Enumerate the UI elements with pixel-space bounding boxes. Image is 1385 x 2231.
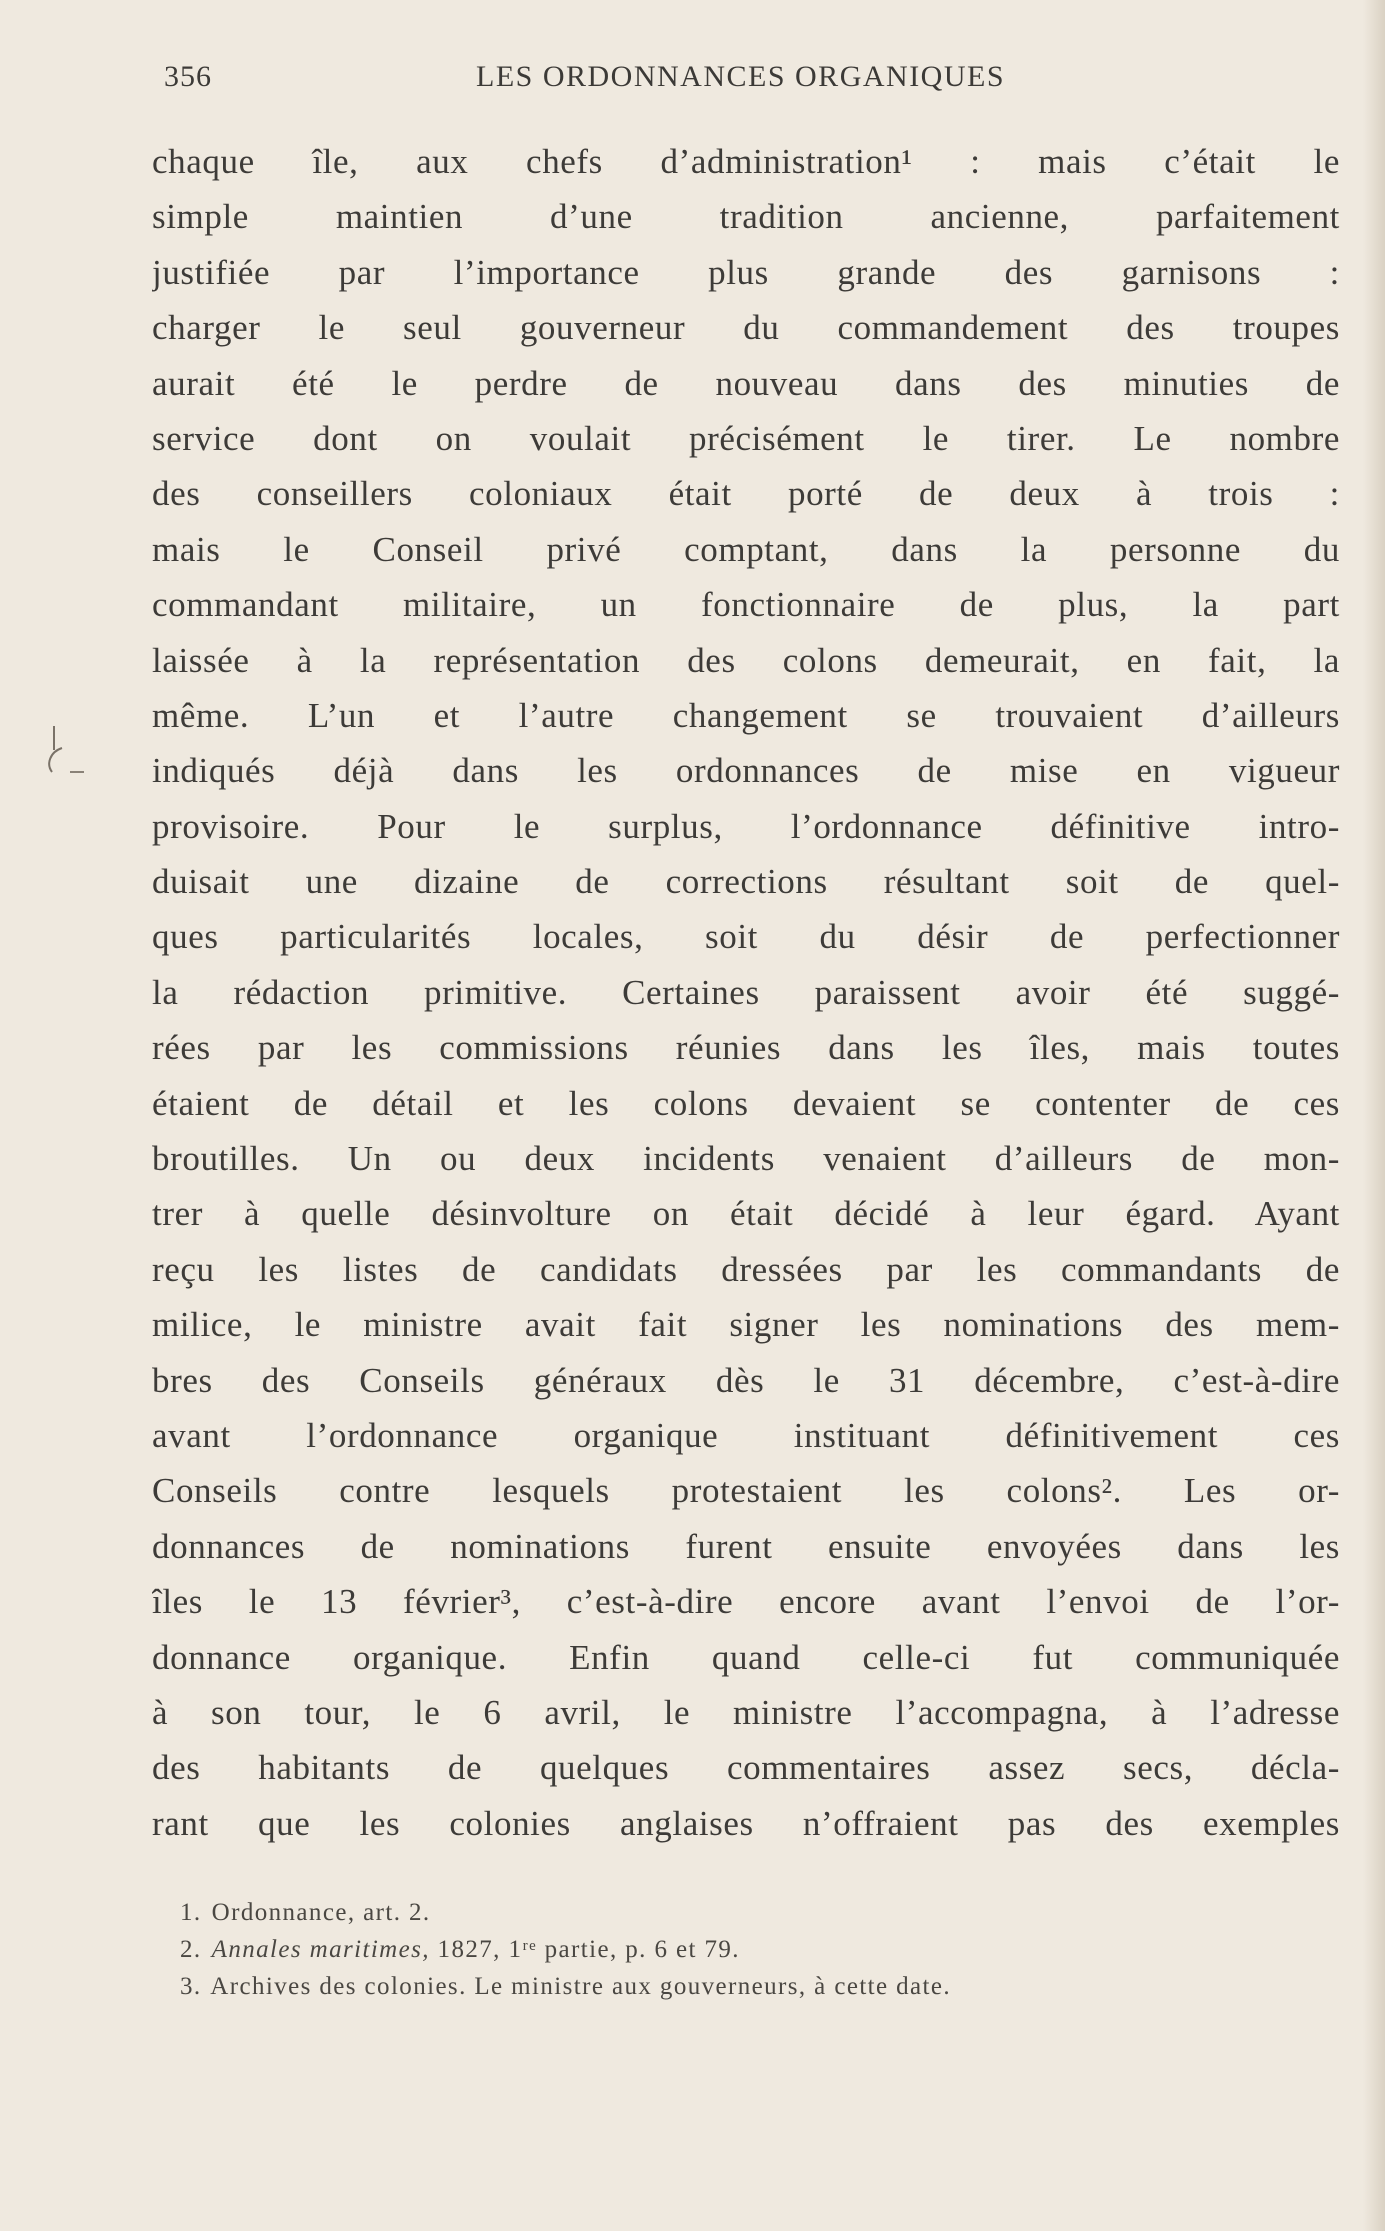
running-head: LES ORDONNANCES ORGANIQUES xyxy=(476,60,1006,93)
text-line: service dont on voulait précisément le tirer. Le nombre xyxy=(152,418,1340,458)
text-line: avant l’ordonnance organique instituant définitivement ces xyxy=(152,1415,1340,1455)
footnote-text: Ordonnance, art. 2. xyxy=(211,1899,431,1926)
page-edge-shadow xyxy=(1363,0,1385,2231)
footnotes xyxy=(180,1894,1300,2005)
text-line: duisait une dizaine de corrections résultant soit de quel- xyxy=(152,862,1340,902)
text-line: laissée à la représentation des colons demeurait, en fait, la xyxy=(152,640,1340,680)
page-header xyxy=(164,60,1340,104)
footnote-source-title: Annales maritimes, xyxy=(211,1936,430,1963)
handwritten-margin-mark xyxy=(40,720,140,790)
text-line: des habitants de quelques commentaires assez secs, décla- xyxy=(152,1748,1340,1788)
text-line: provisoire. Pour le surplus, l’ordonnance définitive intro- xyxy=(152,806,1340,846)
text-line: donnances de nominations furent ensuite envoyées dans les xyxy=(152,1526,1340,1566)
text-line: ques particularités locales, soit du désir de perfectionner xyxy=(152,917,1340,957)
text-line: étaient de détail et les colons devaient se contenter de ces xyxy=(152,1083,1340,1123)
text-line: simple maintien d’une tradition ancienne, parfaitement xyxy=(152,197,1340,237)
footnote xyxy=(180,1931,1300,1968)
text-line: îles le 13 février³, c’est-à-dire encore avant l’envoi de l’or- xyxy=(152,1582,1340,1622)
footnote-number: 1. xyxy=(180,1899,202,1926)
text-line: Conseils contre lesquels protestaient les colons². Les or- xyxy=(152,1471,1340,1511)
text-line: à son tour, le 6 avril, le ministre l’accompagna, à l’adresse xyxy=(152,1692,1340,1732)
text-line: donnance organique. Enfin quand celle-ci fut communiquée xyxy=(152,1637,1340,1677)
text-line: mais le Conseil privé comptant, dans la personne du xyxy=(152,529,1340,569)
text-line: rées par les commissions réunies dans les îles, mais toutes xyxy=(152,1028,1340,1068)
text-line: indiqués déjà dans les ordonnances de mise en vigueur xyxy=(152,751,1340,791)
text-line: la rédaction primitive. Certaines paraissent avoir été suggé- xyxy=(152,972,1340,1012)
text-line: justifiée par l’importance plus grande des garnisons : xyxy=(152,252,1340,292)
text-line: milice, le ministre avait fait signer les nominations des mem- xyxy=(152,1305,1340,1345)
footnote-number: 2. xyxy=(180,1936,202,1963)
text-line: trer à quelle désinvolture on était décidé à leur égard. Ayant xyxy=(152,1194,1340,1234)
body-text xyxy=(152,134,1340,1851)
text-line: chaque île, aux chefs d’administration¹ : mais c’était le xyxy=(152,142,1340,181)
text-line: reçu les listes de candidats dressées par les commandants de xyxy=(152,1249,1340,1289)
text-line: des conseillers coloniaux était porté de deux à trois : xyxy=(152,474,1340,514)
footnote xyxy=(180,1894,1300,1931)
footnote-text: Archives des colonies. Le ministre aux gouverneurs, à cette date. xyxy=(210,1973,952,2000)
footnote xyxy=(180,1968,1300,2005)
text-line: commandant militaire, un fonctionnaire de plus, la part xyxy=(152,585,1340,625)
text-line: même. L’un et l’autre changement se trouvaient d’ailleurs xyxy=(152,695,1340,735)
footnote-text: 1827, 1ʳᵉ partie, p. 6 et 79. xyxy=(429,1936,740,1963)
page-number: 356 xyxy=(164,60,212,93)
text-line: charger le seul gouverneur du commandement des troupes xyxy=(152,308,1340,348)
footnote-number: 3. xyxy=(180,1973,202,2000)
text-line: aurait été le perdre de nouveau dans des minuties de xyxy=(152,363,1340,403)
text-line: rant que les colonies anglaises n’offraient pas des exemples xyxy=(152,1803,1340,1843)
text-line: bres des Conseils généraux dès le 31 décembre, c’est-à-dire xyxy=(152,1360,1340,1400)
text-line: broutilles. Un ou deux incidents venaient d’ailleurs de mon- xyxy=(152,1139,1340,1179)
